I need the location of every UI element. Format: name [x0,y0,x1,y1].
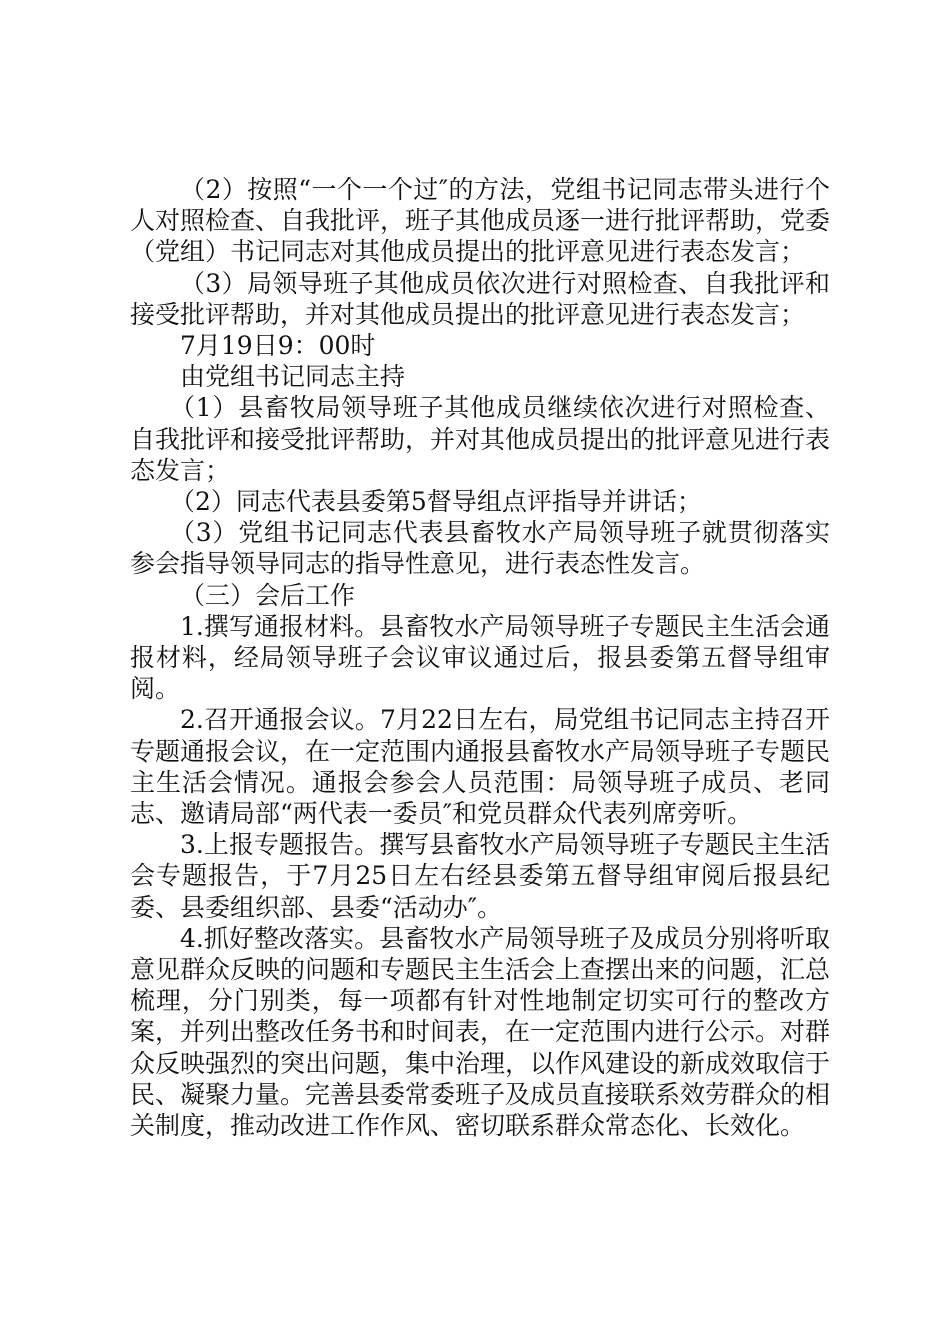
paragraph-item-4: 4.抓好整改落实。县畜牧水产局领导班子及成员分别将听取意见群众反映的问题和专题民主生活会上查摆出来的问题，汇总梳理，分门别类，每一项都有针对性地制定切实可行的整改方案，并列出整改任务书和时间表，在一定范围内进行公示。对群众反映强烈的突出问题，集中治理，以作风建设的新成效取信于民、凝聚力量。完善县委常委班子及成员直接联系效劳群众的相关制度，推动改进工作作风、密切联系群众常态化、长效化。 [130,923,831,1141]
paragraph-day2-step-3: （3）党组书记同志代表县畜牧水产局领导班子就贯彻落实参会指导领导同志的指导性意见，进行表态性发言。 [130,518,830,579]
paragraph-date-time: 7月19日9：00时 [180,331,376,361]
paragraph-step-2: （2）按照“一个一个过″的方法，党组书记同志带头进行个人对照检查、自我批评，班子其他成员逐一进行批评帮助，党委（党组）书记同志对其他成员提出的批评意见进行表态发言； [130,175,831,267]
paragraph-step-3: （3）局领导班子其他成员依次进行对照检查、自我批评和接受批评帮助，并对其他成员提出的批评意见进行表态发言； [130,268,830,329]
paragraph-day2-step-1: （1）县畜牧局领导班子其他成员继续依次进行对照检查、自我批评和接受批评帮助，并对其他成员提出的批评意见进行表态发言； [130,393,831,485]
document-page [130,174,830,1141]
section-heading-after-meeting: （三）会后工作 [180,580,356,610]
paragraph-day2-step-2: （2）同志代表县委第5督导组点评指导并讲话； [170,487,702,517]
paragraph-item-2: 2.召开通报会议。7月22日左右，局党组书记同志主持召开专题通报会议，在一定范围内通报县畜牧水产局领导班子专题民主生活会情况。通报会参会人员范围：局领导班子成员、老同志、邀请局部“两代表一委员″和党员群众代表列席旁听。 [130,705,831,829]
paragraph-item-1: 1.撰写通报材料。县畜牧水产局领导班子专题民主生活会通报材料，经局领导班子会议审议通过后，报县委第五督导组审阅。 [130,611,830,704]
paragraph-host: 由党组书记同志主持 [180,362,406,392]
paragraph-item-3: 3.上报专题报告。撰写县畜牧水产局领导班子专题民主生活会专题报告，于7月25日左右经县委第五督导组审阅后报县纪委、县委组织部、县委“活动办″。 [130,830,830,922]
